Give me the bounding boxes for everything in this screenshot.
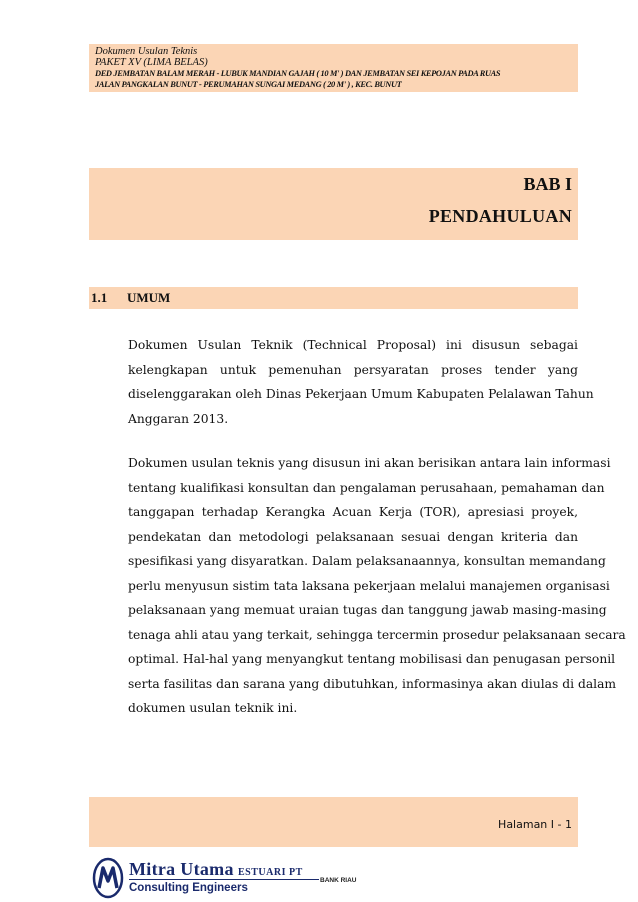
paragraph-line: spesifikasi yang disyaratkan. Dalam pelaksanaannya, konsultan memandang	[128, 554, 606, 568]
header-project-line-1: DED JEMBATAN BALAM MERAH - LUBUK MANDIAN GAJAH ( 10 M' ) DAN JEMBATAN SEI KEPOJAN PADA RUAS	[95, 69, 501, 78]
paragraph-line: serta fasilitas dan sarana yang dibutuhkan, informasinya akan diulas di dalam	[128, 676, 617, 691]
company-suffix: ESTUARI PT	[238, 867, 303, 878]
company-tagline: Consulting Engineers	[129, 882, 248, 894]
page-number: Halaman I - 1	[498, 818, 572, 831]
paragraph-line: diselenggarakan oleh Dinas Pekerjaan Umum Kabupaten Pelalawan Tahun	[128, 387, 594, 401]
section-title: UMUM	[127, 290, 171, 305]
paragraph-line: tanggapan terhadap Kerangka Acuan Kerja (TOR), apresiasi proyek,	[128, 505, 578, 519]
paragraph-line: Dokumen usulan teknis yang disusun ini akan berisikan antara lain informasi	[128, 456, 611, 470]
paragraph-line: optimal. Hal-hal yang menyangkut tentang mobilisasi dan penugasan personil	[128, 652, 616, 666]
logo-divider	[129, 879, 319, 880]
header-project-line-2: JALAN PANGKALAN BUNUT - PERUMAHAN SUNGAI MEDANG ( 20 M' ) , KEC. BUNUT	[95, 80, 402, 89]
paragraph-line: dokumen usulan teknik ini.	[128, 701, 298, 715]
company-logo	[92, 855, 392, 900]
bank-label: BANK RIAU	[320, 877, 357, 884]
paragraph-line: tenaga ahli atau yang terkait, sehingga tercermin prosedur pelaksanaan secara	[128, 627, 626, 642]
page-footer	[89, 797, 578, 847]
chapter-banner	[89, 168, 578, 240]
paragraph-content	[128, 451, 626, 721]
header-doc-type: Dokumen Usulan Teknis	[95, 46, 198, 57]
section-number: 1.1	[91, 290, 108, 305]
document-header	[89, 44, 578, 92]
header-package: PAKET XV (LIMA BELAS)	[95, 57, 208, 68]
paragraph-line: pendekatan dan metodologi pelaksanaan sesuai dengan kriteria dan	[128, 529, 578, 544]
chapter-title: PENDAHULUAN	[428, 206, 572, 226]
paragraph-line: pelaksanaan yang memuat uraian tugas dan tanggung jawab masing-masing	[128, 603, 607, 617]
paragraph-intro	[128, 333, 594, 431]
paragraph-line: kelengkapan untuk pemenuhan persyaratan proses tender yang	[128, 362, 578, 377]
paragraph-line: perlu menyusun sistim tata laksana pekerjaan melalui manajemen organisasi	[128, 578, 610, 593]
section-heading	[89, 287, 578, 309]
paragraph-line: Dokumen Usulan Teknik (Technical Proposal) ini disusun sebagai	[128, 338, 578, 352]
paragraph-line: tentang kualifikasi konsultan dan pengalaman perusahaan, pemahaman dan	[128, 480, 605, 495]
chapter-number: BAB I	[523, 174, 572, 194]
company-name: Mitra Utama	[129, 859, 234, 879]
paragraph-line: Anggaran 2013.	[128, 411, 229, 426]
mitra-utama-logo-icon	[92, 857, 124, 899]
